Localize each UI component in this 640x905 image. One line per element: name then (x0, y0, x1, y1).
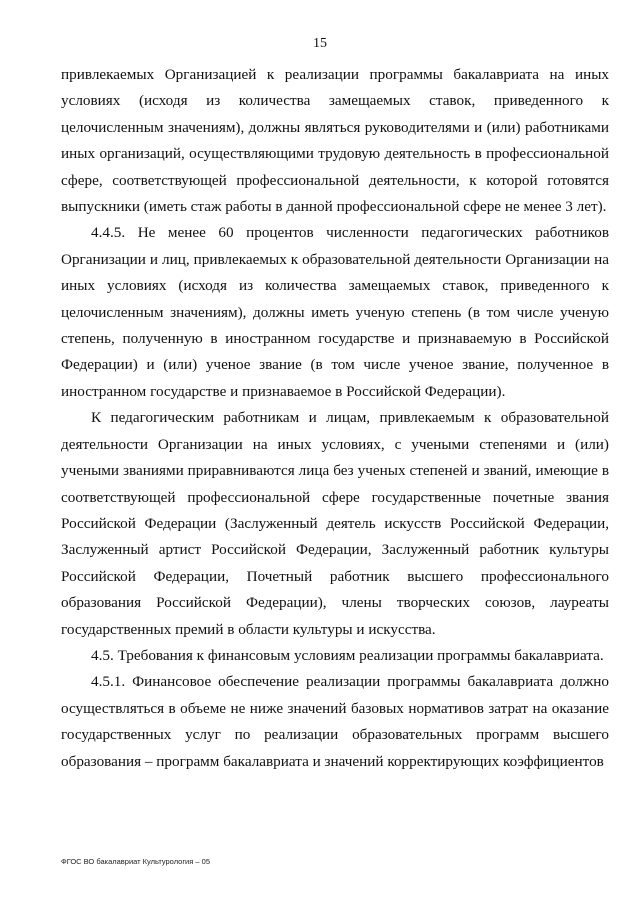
paragraph-4-4-5: 4.4.5. Не менее 60 процентов численности педагогических работников Организации и лиц, привлекаемых к образовательной деятельности Организации на иных условиях (исходя из количества замещаемых ставок, приведенного к целочисленным значениям), должны иметь ученую степень (в том числе ученую степень, полученную в иностранном государстве и признаваемую в Российской Федерации) и (или) ученое звание (в том числе ученое звание, полученное в иностранном государстве и признаваемое в Российской Федерации). (61, 224, 609, 400)
page-number: 15 (313, 36, 327, 51)
paragraph-4-5-heading: 4.5. Требования к финансовым условиям реализации программы бакалавриата. (91, 646, 604, 664)
document-footer: ФГОС ВО бакалавриат Культурология – 05 (61, 857, 210, 866)
document-body (61, 62, 609, 775)
paragraph-4-5-1: 4.5.1. Финансовое обеспечение реализации программы бакалавриата должно осуществляться в объеме не ниже значений базовых нормативов затрат на оказание государственных услуг по реализации образовательных программ высшего образования – программ бакалавриата и значений корректирующих коэффициентов (61, 673, 609, 770)
paragraph-equivalence: К педагогическим работникам и лицам, привлекаемым к образовательной деятельности Организации на иных условиях, с учеными степенями и (или) учеными званиями приравниваются лица без ученых степеней и званий, имеющие в соответствующей профессиональной сфере государственные почетные звания Российской Федерации (Заслуженный деятель искусств Российской Федерации, Заслуженный артист Российской Федерации, Заслуженный работник культуры Российской Федерации, Почетный работник высшего профессионального образования Российской Федерации), члены творческих союзов, лауреаты государственных премий в области культуры и искусства. (61, 409, 609, 638)
paragraph-continuation: привлекаемых Организацией к реализации программы бакалавриата на иных условиях (исходя из количества замещаемых ставок, приведенного к целочисленным значениям), должны являться руководителями и (или) работниками иных организаций, осуществляющими трудовую деятельность в профессиональной сфере, соответствующей профессиональной деятельности, к которой готовятся выпускники (иметь стаж работы в данной профессиональной сфере не менее 3 лет). (61, 66, 609, 216)
